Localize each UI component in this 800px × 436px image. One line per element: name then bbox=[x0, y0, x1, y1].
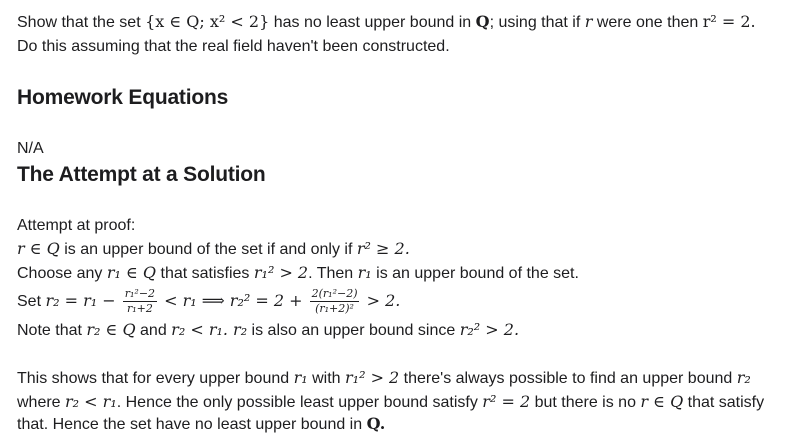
conclusion-line-1: This shows that for every upper bound r₁ with r₁² > 2 there's always possible to find an upper bound r₂ bbox=[17, 368, 751, 387]
set-expression: {x ∈ Q; x² < 2} bbox=[145, 12, 270, 31]
attempt-line-5: Note that r₂ ∈ Q and r₂ < r₁. r₂ is also an upper bound since r₂² > 2. bbox=[17, 320, 520, 339]
attempt-line-3: Choose any r₁ ∈ Q that satisfies r₁² > 2. Then r₁ is an upper bound of the set. bbox=[17, 263, 579, 282]
attempt-line-2: r ∈ Q is an upper bound of the set if and only if r² ≥ 2. bbox=[17, 239, 410, 258]
heading-homework-equations: Homework Equations bbox=[17, 86, 229, 109]
heading-attempt: The Attempt at a Solution bbox=[17, 163, 266, 186]
equations-text: N/A bbox=[17, 140, 44, 157]
fraction-1: $\frac{\text{r₁²−2}}{\text{r₁+2}}$ bbox=[124, 287, 156, 316]
fraction-2: $\frac{\text{2(r₁²−2)}}{\text{(r₁+2)²}}$ bbox=[311, 287, 358, 316]
conclusion-line-3: that. Hence the set have no least upper bound in Q. bbox=[17, 414, 386, 433]
problem-line-1: Show that the set {x ∈ Q; x² < 2} has no least upper bound in Q; using that if r were one then r² = 2. bbox=[17, 12, 756, 31]
problem-line-2: Do this assuming that the real field haven't been constructed. bbox=[17, 38, 450, 55]
rationals-symbol: Q bbox=[475, 12, 490, 31]
attempt-line-1: Attempt at proof: bbox=[17, 217, 136, 234]
attempt-line-4: Set r₂ = r₁ − $\frac{\text{r₁²−2}}{\text{r₁+2}}$ < r₁ ⟹ r₂² = 2 + $\frac{\text{2(r₁²−2)}}{\text{(r₁+2)²}}$ > 2. bbox=[17, 287, 401, 316]
conclusion-line-2: where r₂ < r₁. Hence the only possible least upper bound satisfy r² = 2 but there is no r ∈ Q that satisfy bbox=[17, 392, 765, 411]
